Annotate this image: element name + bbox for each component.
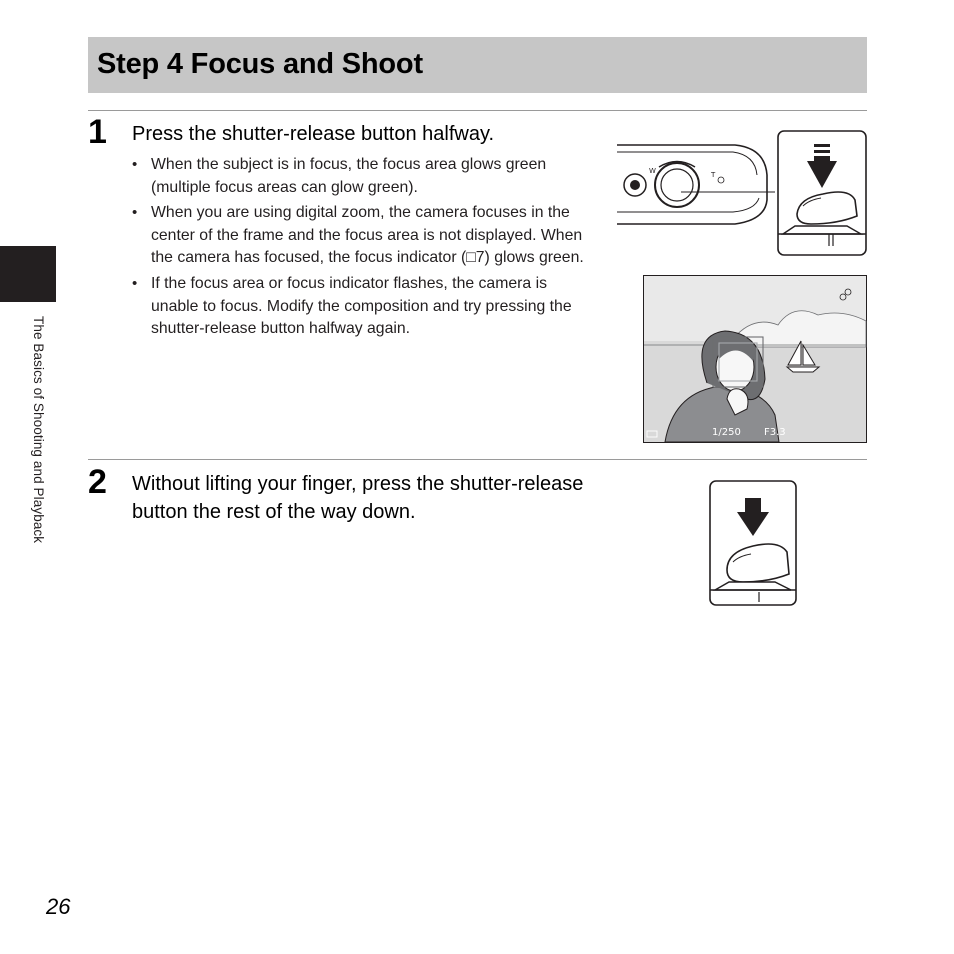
list-item: • If the focus area or focus indicator flashes, the camera is unable to focus. Modify the composition and try pressing the shutter-release button halfway again.	[132, 274, 572, 338]
monitor-scene-illustration	[643, 275, 867, 443]
list-item: • When you are using digital zoom, the camera focuses in the center of the frame and the focus area is not displayed. When the camera has focused, the focus indicator (□7) glows green.	[132, 204, 584, 267]
section-tab-marker	[0, 246, 56, 302]
bullet-icon: •	[132, 204, 138, 222]
step-2-heading: Without lifting your finger, press the shutter-release button the rest of the way down.	[132, 473, 584, 523]
step-1-heading: Press the shutter-release button halfway.	[132, 123, 495, 145]
camera-body-icon	[615, 140, 775, 230]
bullet-icon: •	[132, 274, 138, 292]
title-bar	[88, 37, 867, 93]
list-item: • When the subject is in focus, the focus area glows green (multiple focus areas can glow green).	[132, 156, 547, 196]
bullet-icon: •	[132, 156, 138, 173]
shutter-speed-readout: 1/250	[712, 427, 741, 438]
page-title: Step 4 Focus and Shoot	[97, 48, 423, 80]
aperture-readout: F3.3	[764, 427, 786, 438]
step-1-divider	[88, 110, 867, 111]
section-label: The Basics of Shooting and Playback	[31, 316, 46, 544]
camera-top-illustration	[615, 140, 775, 230]
zoom-wide-label: W	[649, 167, 656, 175]
step-2-number: 2	[88, 463, 107, 501]
step-1-number: 1	[88, 113, 107, 151]
page-number: 26	[46, 894, 71, 919]
full-press-illustration	[709, 480, 797, 606]
zoom-tele-label: T	[711, 171, 716, 179]
step-2-divider	[88, 459, 867, 460]
half-press-illustration	[777, 130, 867, 256]
step-1-bullet-list	[132, 154, 592, 344]
